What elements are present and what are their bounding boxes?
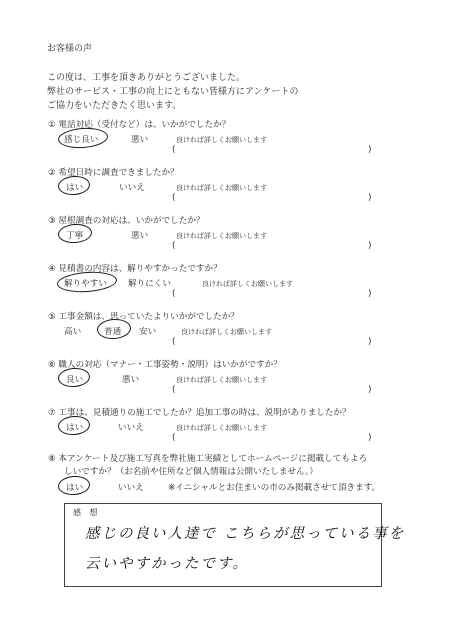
q4-paren-close: ) <box>368 289 372 299</box>
q3-note: 良ければ詳しくお願いします <box>176 232 267 240</box>
intro-line-2: 弊社のサービス・工事の向上にともない皆様方にアンケートの <box>47 87 299 97</box>
q1-note: 良ければ詳しくお願いします <box>176 136 267 144</box>
q1-option-2: 悪い <box>131 135 149 145</box>
q8-option-1: はい <box>66 483 84 493</box>
question-1: ① 電話対応（受付など）は、いかがでしたか？ <box>48 120 231 130</box>
q2-paren-close: ) <box>368 193 372 203</box>
q7-option-2: いいえ <box>118 423 144 433</box>
q5-option-2: 普通 <box>104 327 122 337</box>
q3-option-2: 悪い <box>131 231 149 241</box>
q3-paren-close: ) <box>368 241 372 251</box>
q3-option-1: 丁寧 <box>66 231 84 241</box>
q3-paren-open: ( <box>172 241 176 251</box>
q6-paren-close: ) <box>368 385 372 395</box>
comment-label: 感 想 <box>73 508 101 517</box>
question-5: ⑤ 工事金額は、思っていたよりいかがでしたか？ <box>48 312 239 322</box>
q4-note: 良ければ詳しくお願いします <box>202 280 293 288</box>
q2-option-1: はい <box>66 183 84 193</box>
q3-answer-circle <box>57 223 92 244</box>
intro-line-3: ご協力をいただきたく思います。 <box>47 101 182 111</box>
q8-option-2: いいえ <box>118 483 144 493</box>
q5-option-3: 安い <box>139 327 157 337</box>
q2-note: 良ければ詳しくお願いします <box>176 184 267 192</box>
q7-note: 良ければ詳しくお願いします <box>176 424 267 432</box>
q5-paren-close: ) <box>368 337 372 347</box>
q6-note: 良ければ詳しくお願いします <box>176 376 267 384</box>
q2-answer-circle <box>57 175 90 196</box>
q4-option-1: 解りやすい <box>64 279 107 289</box>
q5-option-1: 高い <box>64 327 82 337</box>
q5-paren-open: ( <box>172 337 176 347</box>
page-title: お客様の声 <box>47 44 93 54</box>
intro-line-1: この度は、工事を頂きありがとうございました。 <box>47 73 246 83</box>
comment-line-2: 云いやすかったです。 <box>85 556 249 572</box>
q4-paren-open: ( <box>172 289 176 299</box>
q8-note: ※イニシャルとお住まいの市のみ掲載させて頂きます。 <box>168 483 381 493</box>
question-8-line-2: しいですか？（お名前や住所など個人情報は公開いたしません。） <box>64 467 319 477</box>
q2-option-2: いいえ <box>119 183 145 193</box>
q6-paren-open: ( <box>172 385 176 395</box>
q4-option-2: 解りにくい <box>128 279 171 289</box>
q2-paren-open: ( <box>172 193 176 203</box>
q1-paren-open: ( <box>172 145 176 155</box>
comment-line-1: 感じの良い人達で こちらが思っている事を <box>85 526 406 542</box>
q6-option-1: 良い <box>66 375 84 385</box>
q7-paren-open: ( <box>172 433 176 443</box>
question-2: ② 希望日時に調査できましたか？ <box>48 168 179 178</box>
q7-paren-close: ) <box>368 433 372 443</box>
q7-answer-circle <box>57 415 90 436</box>
question-8-line-1: ⑧ 本アンケート及び施工写真を弊社施工実績としてホームページに掲載してもよろ <box>48 454 368 464</box>
question-4: ④ 見積書の内容は、解りやすかったですか？ <box>48 264 222 274</box>
q5-answer-circle <box>96 318 131 340</box>
question-3: ③ 屋根調査の対応は、いかがでしたか？ <box>48 216 205 226</box>
q5-note: 良ければ詳しくお願いします <box>181 328 272 336</box>
comment-box <box>64 503 406 587</box>
q8-answer-circle <box>57 475 90 496</box>
q6-answer-circle <box>57 367 90 388</box>
q1-option-1: 感じ良い <box>64 135 99 145</box>
question-7: ⑦ 工事は、見積通りの施工でしたか？追加工事の時は、説明がありましたか？ <box>48 408 351 418</box>
q6-option-2: 悪い <box>122 375 140 385</box>
q1-paren-close: ) <box>368 145 372 155</box>
q7-option-1: はい <box>66 423 84 433</box>
question-6: ⑥ 職人の対応（マナー・工事姿勢・説明）はいかがですか？ <box>48 360 282 370</box>
